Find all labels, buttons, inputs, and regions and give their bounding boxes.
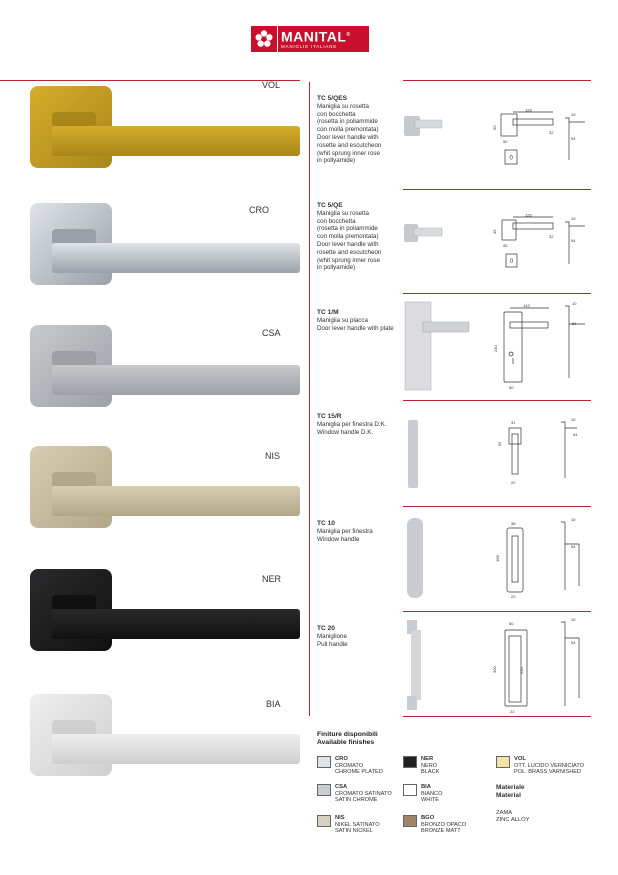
product-description-line: Maniglia su rosetta xyxy=(317,209,369,217)
product-description-line: (rosetta in poliammide xyxy=(317,225,378,233)
dim-label: 32 xyxy=(549,130,554,135)
finish-item-cro xyxy=(317,756,383,776)
product-description-line: Window handle xyxy=(317,535,360,543)
finishes-section xyxy=(317,731,378,747)
product-description-line: con molla premontata) xyxy=(317,233,379,241)
handle-finish-code: CSA xyxy=(262,328,281,338)
finish-item-vol xyxy=(496,756,584,776)
finish-en: BRONZE MATT xyxy=(421,828,461,835)
flower-icon xyxy=(251,26,277,52)
finish-code: BGO xyxy=(421,815,435,821)
product-photo-tc15r xyxy=(403,418,423,490)
finish-item-csa xyxy=(317,784,392,804)
dim-label: 32 xyxy=(549,234,554,239)
dim-label: 54 xyxy=(572,321,577,326)
finish-en: WHITE xyxy=(421,797,440,804)
product-spec xyxy=(317,309,409,332)
finish-it: NERO xyxy=(421,762,438,769)
product-description-line: Window handle D.K. xyxy=(317,428,374,436)
handle-photo-nis xyxy=(26,442,281,552)
finish-item-ner xyxy=(403,756,439,776)
finish-text xyxy=(335,756,383,776)
finish-en: CHROME PLATED xyxy=(335,769,383,776)
product-code: TC 1/M xyxy=(317,309,339,316)
header-rule-left xyxy=(0,80,300,81)
drawing-tc20 xyxy=(493,616,593,716)
drawing-tc5qes xyxy=(492,107,593,170)
lever xyxy=(52,126,300,156)
product-description-line: Door lever handle with plate xyxy=(317,324,394,332)
lever xyxy=(52,365,300,395)
product-description-line: Door lever handle with xyxy=(317,133,379,141)
dim-label: 65 xyxy=(497,441,502,446)
section-rule xyxy=(403,189,591,190)
product-description-line: (whit sprung inner rose xyxy=(317,256,380,264)
product-code: TC 15/R xyxy=(317,413,342,420)
dim-label: 54 xyxy=(571,544,576,549)
product-photo-tc5qes xyxy=(403,110,443,140)
product-description-line: Door lever handle with xyxy=(317,240,379,248)
finish-swatch xyxy=(317,784,331,796)
finish-en: SATIN CHROME xyxy=(335,797,378,804)
handle-finish-code: CRO xyxy=(249,205,269,215)
finishes-title-it: Finiture disponibili xyxy=(317,731,378,738)
finish-it: CROMATO xyxy=(335,762,364,769)
dim-label: 45 xyxy=(503,243,508,248)
dim-label: 50 xyxy=(492,125,497,130)
material-title-it: Materiale xyxy=(496,784,525,791)
finish-text xyxy=(335,784,392,804)
product-code: TC 20 xyxy=(317,625,335,632)
finish-it: BIANCO xyxy=(421,790,443,797)
dim-label: 22 xyxy=(510,709,515,714)
handle-finish-code: NER xyxy=(262,574,282,584)
product-spec xyxy=(317,520,409,543)
section-rule xyxy=(403,716,591,717)
finish-swatch xyxy=(403,756,417,768)
product-description-line: (whit sprung inner rose xyxy=(317,149,380,157)
finish-swatch xyxy=(403,784,417,796)
dim-label: 50 xyxy=(509,385,514,390)
dim-label: 50 xyxy=(503,139,508,144)
finish-en: POL. BRASS VARNISHED xyxy=(514,769,582,776)
finish-swatch xyxy=(496,756,510,768)
product-description-line: in pollyamide) xyxy=(317,157,356,165)
handle-photo-csa xyxy=(26,321,281,431)
handle-finish-code: BIA xyxy=(266,699,281,709)
dim-label: 54 xyxy=(573,432,578,437)
finish-it: BRONZO OPACO xyxy=(421,821,467,828)
lever xyxy=(52,486,300,516)
dim-label: 50 xyxy=(509,621,514,626)
registered-mark: ® xyxy=(346,32,351,39)
finish-en: SATIN NICKEL xyxy=(335,828,373,835)
dim-label: 10 xyxy=(571,216,576,221)
product-description-line: Maniglia su placca xyxy=(317,316,368,324)
product-spec xyxy=(317,413,409,436)
product-description-line: con molla premontata) xyxy=(317,126,379,134)
dim-label: 22 xyxy=(511,480,516,485)
handle-photo-vol xyxy=(26,82,281,192)
lever xyxy=(52,734,300,764)
section-rule xyxy=(403,80,591,81)
material-value-en: ZINC ALLOY xyxy=(496,817,530,823)
finish-code: NIS xyxy=(335,815,345,821)
dim-label: 10 xyxy=(571,112,576,117)
section-rule xyxy=(403,293,591,294)
dim-label: 54 xyxy=(571,136,576,141)
lever xyxy=(52,609,300,639)
product-code: TC 10 xyxy=(317,520,335,527)
product-photo-tc20 xyxy=(403,618,437,712)
section-rule xyxy=(403,506,591,507)
drawing-tc5qe xyxy=(493,214,593,274)
handle-photo-bia xyxy=(26,690,281,800)
product-spec xyxy=(317,625,409,648)
dim-label: 10 xyxy=(571,517,576,522)
product-description-line: Maniglia per finestra xyxy=(317,527,373,535)
product-description-line: rosette and escutcheon xyxy=(317,248,382,256)
handle-photo-ner xyxy=(26,565,281,675)
product-description-line: con bocchetta xyxy=(317,217,356,225)
finish-swatch xyxy=(317,815,331,827)
column-divider xyxy=(309,82,310,716)
dim-label: 240 xyxy=(493,345,498,352)
drawing-tc1m xyxy=(493,298,593,393)
product-spec xyxy=(317,202,409,272)
finish-en: BLACK xyxy=(421,769,440,776)
dim-label: 38 xyxy=(511,521,516,526)
dim-label: 300 xyxy=(492,666,497,673)
product-description-line: Pull handle xyxy=(317,640,348,648)
drawing-tc15r xyxy=(493,414,593,492)
section-rule xyxy=(403,611,591,612)
brand-name: MANITAL xyxy=(281,28,347,45)
svg-text:0: 0 xyxy=(509,155,513,162)
product-description-line: Maniglia su rosetta xyxy=(317,102,369,110)
lever xyxy=(52,243,300,273)
finish-text xyxy=(421,784,442,804)
finish-item-nis xyxy=(317,815,380,835)
dim-label: 126 xyxy=(525,107,532,113)
finish-text xyxy=(335,815,380,835)
handle-photo-cro xyxy=(26,199,281,309)
finish-swatch xyxy=(317,756,331,768)
dim-label: 22 xyxy=(511,594,516,599)
svg-text:0: 0 xyxy=(510,259,514,265)
section-rule xyxy=(403,400,591,401)
product-code: TC 5/QES xyxy=(317,95,348,102)
product-description-line: con bocchetta xyxy=(317,110,356,118)
finish-text xyxy=(421,815,466,835)
finish-swatch xyxy=(403,815,417,827)
dim-label: 54 xyxy=(571,640,576,645)
dim-label: 126 xyxy=(525,212,532,218)
product-description-line: rosette and escutcheon xyxy=(317,141,382,149)
product-description-line: Maniglione xyxy=(317,632,347,640)
dim-label: 10 xyxy=(571,417,576,422)
finish-code: BIA xyxy=(421,784,431,790)
dim-label: 168 xyxy=(495,555,500,562)
finish-code: CRO xyxy=(335,756,348,762)
finish-item-bia xyxy=(403,784,442,804)
finish-code: CSA xyxy=(335,784,348,790)
product-code: TC 5/QE xyxy=(317,202,343,209)
material-title-en: Material xyxy=(496,792,521,799)
dim-label: 31 xyxy=(511,420,516,425)
product-description-line: in pollyamide) xyxy=(317,264,356,272)
finish-it: CROMATO SATINATO xyxy=(335,790,392,797)
finish-code: NER xyxy=(421,756,434,762)
dim-label: 54 xyxy=(571,238,576,243)
material-value-it: ZAMA xyxy=(496,810,513,816)
finish-text xyxy=(421,756,439,776)
finish-item-bgo xyxy=(403,815,466,835)
dim-label: 10 xyxy=(572,301,577,306)
dim-label: 10 xyxy=(571,617,576,622)
product-photo-tc5qe xyxy=(403,218,443,248)
finish-it: NIKEL SATINATO xyxy=(335,821,380,828)
product-spec xyxy=(317,95,409,165)
finishes-title-en: Available finishes xyxy=(317,739,375,746)
finish-it: OTT. LUCIDO VERNICIATO xyxy=(514,762,585,769)
manital-logo xyxy=(251,26,369,52)
brand-tagline: MANIGLIE ITALIANE xyxy=(281,43,338,49)
product-photo-tc1m xyxy=(403,300,473,392)
product-photo-tc10 xyxy=(403,516,427,600)
product-description-line: (rosetta in poliammide xyxy=(317,118,378,126)
finish-text xyxy=(514,756,584,776)
handle-finish-code: NIS xyxy=(265,451,281,461)
handle-finish-code: VOL xyxy=(262,80,281,90)
dim-label: 142 xyxy=(523,303,530,308)
product-description-line: Maniglia per finestra D.K. xyxy=(317,420,387,428)
drawing-tc10 xyxy=(493,516,593,600)
finish-code: VOL xyxy=(514,756,526,762)
dim-label: 45 xyxy=(492,229,497,234)
dim-label: 250 xyxy=(519,667,524,674)
